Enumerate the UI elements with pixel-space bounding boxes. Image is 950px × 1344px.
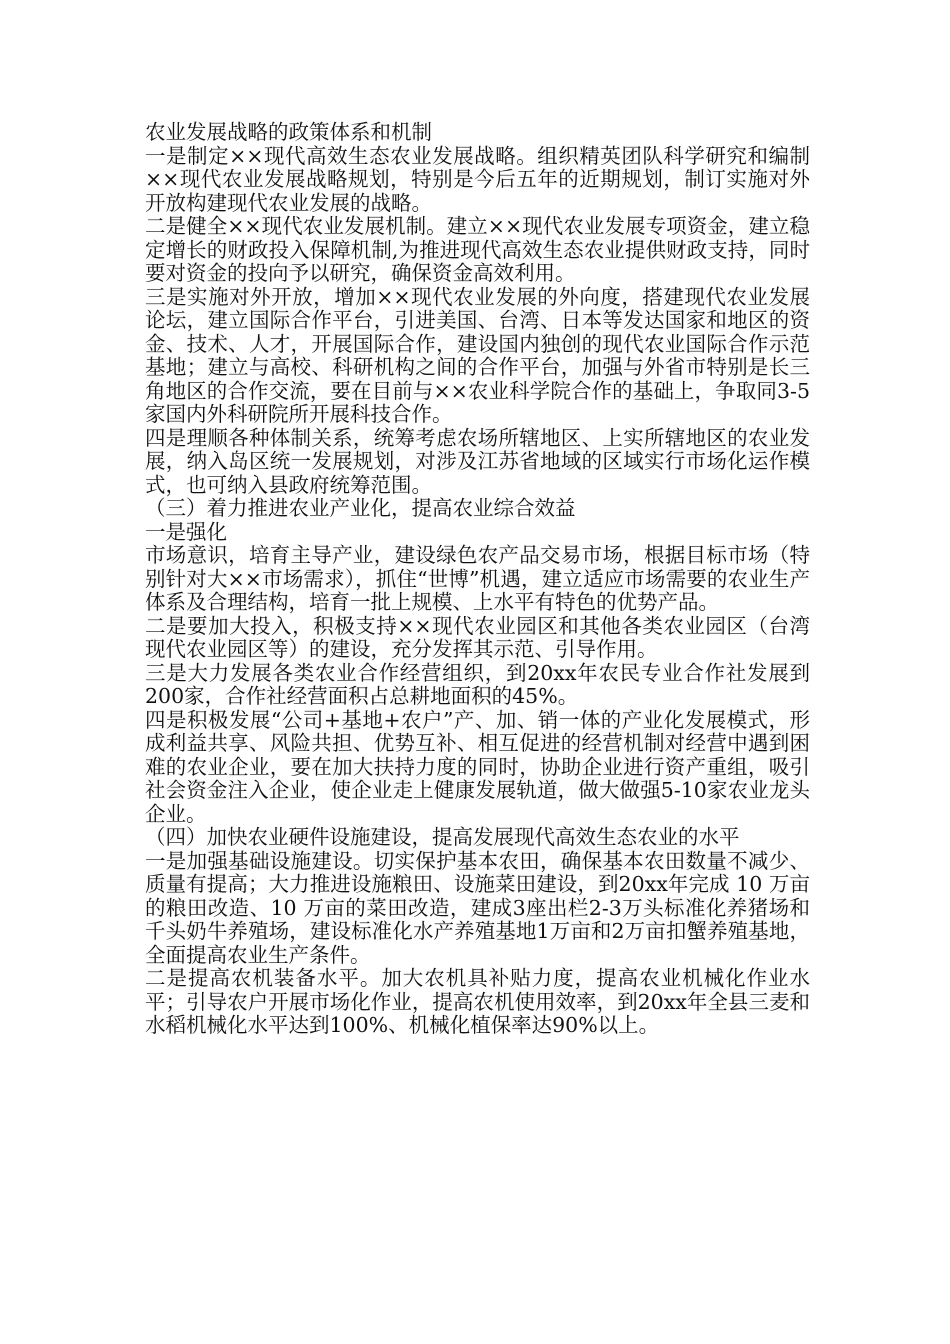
paragraph-strategy: 一是制定××现代高效生态农业发展战略。组织精英团队科学研究和编制××现代农业发展战略规划，特别是今后五年的近期规划，制订实施对外开放构建现代农业发展的战略。 xyxy=(145,143,810,215)
section-heading-infrastructure: （四）加快农业硬件设施建设，提高发展现代高效生态农业的水平 xyxy=(145,825,740,849)
paragraph-market-awareness: 市场意识，培育主导产业，建设绿色农产品交易市场，根据目标市场（特别针对大××市场需求），抓住“世博”机遇，建立适应市场需要的农业生产体系及合理结构，培育一批上规模、上水平有特色的优势产品。 xyxy=(145,543,810,614)
paragraph-cooperatives: 三是大力发展各类农业合作经营组织，到20xx年农民专业合作社发展到200家，合作社经营面积占总耕地面积的45%。 xyxy=(145,660,810,708)
document-body xyxy=(145,121,810,1038)
paragraph-institutional-relations: 四是理顺各种体制关系，统筹考虑农场所辖地区、上实所辖地区的农业发展，纳入岛区统一发展规划，对涉及江苏省地域的区域实行市场化运作模式，也可纳入县政府统筹范围。 xyxy=(145,425,810,497)
paragraph-investment: 二是要加大投入，积极支持××现代农业园区和其他各类农业园区（台湾现代农业园区等）的建设，充分发挥其示范、引导作用。 xyxy=(145,613,810,661)
section-heading-policy-system: 农业发展战略的政策体系和机制 xyxy=(145,120,432,144)
paragraph-industrial-model: 四是积极发展“公司+基地+农户”产、加、销一体的产业化发展模式，形成利益共享、风险共担、优势互补、相互促进的经营机制对经营中遇到困难的农业企业，要在加大扶持力度的同时，协助企业进行资产重组，吸引社会资金注入企业，使企业走上健康发展轨道，做大做强5-10家农业龙头企业。 xyxy=(145,707,810,826)
paragraph-mechanism: 二是健全××现代农业发展机制。建立××现代农业发展专项资金，建立稳定增长的财政投入保障机制,为推进现代高效生态农业提供财政支持，同时要对资金的投向予以研究，确保资金高效利用。 xyxy=(145,214,810,285)
paragraph-machinery: 二是提高农机装备水平。加大农机具补贴力度，提高农业机械化作业水平；引导农户开展市场化作业，提高农机使用效率，到20xx年全县三麦和水稻机械化水平达到100%、机械化植保率达90%以上。 xyxy=(145,966,810,1037)
paragraph-infrastructure: 一是加强基础设施建设。切实保护基本农田，确保基本农田数量不减少、质量有提高；大力推进设施粮田、设施菜田建设，到20xx年完成 10 万亩的粮田改造、10 万亩的菜田改造，建成3座出栏2-3万头标准化养猪场和千头奶牛养殖场，建设标准化水产养殖基地1万亩和2万亩扣蟹养殖基地，全面提高农业生产条件。 xyxy=(145,848,810,967)
paragraph-strengthen-fragment: 一是强化 xyxy=(145,519,227,544)
section-heading-industrialization: （三）着力推进农业产业化，提高农业综合效益 xyxy=(145,496,576,520)
paragraph-opening-up: 三是实施对外开放，增加××现代农业发展的外向度，搭建现代农业发展论坛，建立国际合作平台，引进美国、台湾、日本等发达国家和地区的资金、技术、人才，开展国际合作，建设国内独创的现代农业国际合作示范基地；建立与高校、科研机构之间的合作平台，加强与外省市特别是长三角地区的合作交流，要在目前与××农业科学院合作的基础上，争取同3-5家国内外科研院所开展科技合作。 xyxy=(145,284,810,426)
